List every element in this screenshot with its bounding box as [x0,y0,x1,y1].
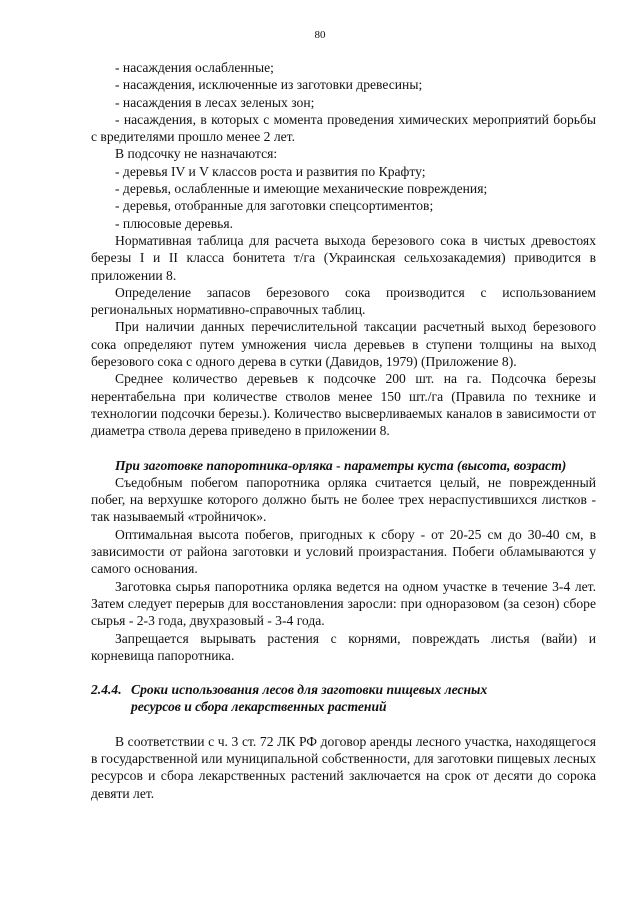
paragraph: Заготовка сырья папоротника орляка ведется на одном участке в течение 3-4 лет. Затем следует перерыв для восстановления заросли: при одноразовом (за сезон) сборе сырья - 2-3 года, двухразовый - 3-4 года. [91,578,596,629]
page-number: 80 [314,29,326,41]
page-content [91,59,596,802]
list-item: - деревья, ослабленные и имеющие механические повреждения; [115,181,488,197]
paragraph: Среднее количество деревьев к подсочке 200 шт. на га. Подсочка березы нерентабельна при количестве стволов менее 150 шт./га (Правила по технике и технологии подсочки березы.). Количество высверливаемых каналов в зависимости от диаметра ствола дерева приведено в приложении 8. [91,371,596,439]
section-number: 2.4.4. [91,682,122,698]
list-item: - деревья, отобранные для заготовки спецсортиментов; [115,198,434,214]
paragraph: Съедобным побегом папоротника орляка считается целый, не поврежденный побег, на верхушке которого должно быть не более трех нераспустившихся листков - так называемый «тройничок». [91,474,596,525]
section-title-line1: Сроки использования лесов для заготовки пищевых лесных [131,682,488,698]
list-intro: В подсочку не назначаются: [115,146,278,162]
paragraph: Нормативная таблица для расчета выхода березового сока в чистых древостоях березы I и II класса бонитета т/га (Украинская сельхозакадемия) приводится в приложении 8. [91,232,596,283]
section-heading [91,681,596,716]
paragraph: Запрещается вырывать растения с корнями, повреждать листья (вайи) и корневища папоротника. [91,630,596,663]
list-item: - насаждения, в которых с момента проведения химических мероприятий борьбы с вредителями прошло менее 2 лет. [91,111,596,145]
paragraph: Определение запасов березового сока производится с использованием региональных нормативно-справочных таблиц. [91,284,596,318]
fern-heading: При заготовке папоротника-орляка - параметры куста (высота, возраст) [115,457,567,473]
list-item: - насаждения, исключенные из заготовки древесины; [115,77,423,93]
paragraph: При наличии данных перечислительной таксации расчетный выход березового сока определяют путем умножения числа деревьев в ступени толщины на выход березового сока с одного дерева в сутки (Давидов, 1979) (Приложение 8). [91,319,596,370]
list-item: - плюсовые деревья. [115,215,234,231]
section-title-line2: ресурсов и сбора лекарственных растений [131,699,387,715]
paragraph: В соответствии с ч. 3 ст. 72 ЛК РФ договор аренды лесного участка, находящегося в государственной или муниципальной собственности, для заготовки пищевых лесных ресурсов и сбора лекарственных растений заключается на срок от десяти до сорока девяти лет. [91,733,596,801]
list-item: - деревья IV и V классов роста и развития по Крафту; [115,163,426,179]
paragraph: Оптимальная высота побегов, пригодных к сбору - от 20-25 см до 30-40 см, в зависимости от района заготовки и условий произрастания. Побеги обламываются у самого основания. [91,526,596,577]
list-item: - насаждения ослабленные; [115,60,274,75]
list-item: - насаждения в лесах зеленых зон; [115,94,315,110]
